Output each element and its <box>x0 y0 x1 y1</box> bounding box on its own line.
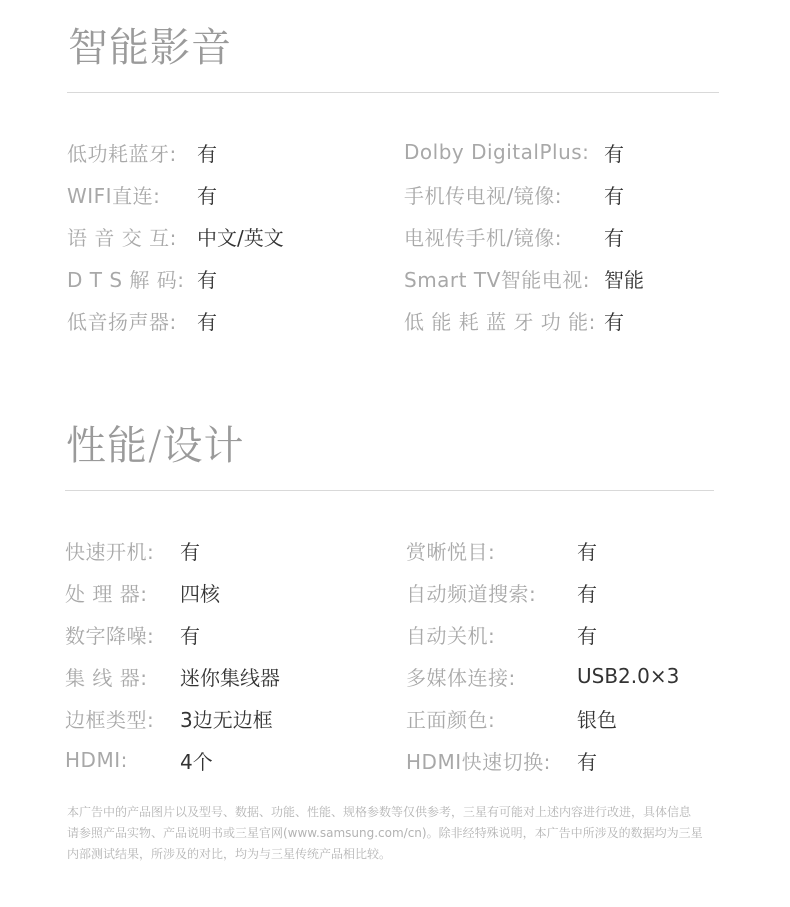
spec-value: 有 <box>180 623 200 648</box>
spec-value: 有 <box>197 183 217 208</box>
spec-row <box>406 619 597 649</box>
spec-value: 有 <box>197 309 217 334</box>
spec-label: 语 音 交 互: <box>67 225 177 250</box>
spec-label: 处 理 器: <box>65 581 148 606</box>
section-title-smart-av: 智能影音 <box>68 25 232 71</box>
spec-value: 有 <box>180 539 200 564</box>
section-title-performance-design: 性能/设计 <box>66 423 245 469</box>
spec-label: 手机传电视/镜像: <box>404 183 562 208</box>
spec-row <box>406 703 617 733</box>
spec-label: 赏晰悦目: <box>406 539 496 564</box>
spec-label: 多媒体连接: <box>406 665 516 690</box>
spec-value: USB2.0×3 <box>577 664 680 688</box>
spec-value: 中文/英文 <box>197 225 284 250</box>
spec-label: 低功耗蓝牙: <box>67 141 177 166</box>
spec-row <box>406 577 597 607</box>
spec-row <box>67 263 217 293</box>
spec-value: 有 <box>604 183 624 208</box>
section-divider <box>65 490 714 491</box>
spec-value: 有 <box>577 623 597 648</box>
spec-value: 有 <box>577 539 597 564</box>
spec-label: 边框类型: <box>65 707 155 732</box>
spec-row <box>67 305 217 335</box>
spec-row <box>67 179 217 209</box>
spec-value: 4个 <box>180 749 213 774</box>
spec-row <box>404 221 624 251</box>
spec-label: Dolby DigitalPlus: <box>404 140 590 164</box>
spec-row <box>404 263 644 293</box>
spec-label: 低 能 耗 蓝 牙 功 能: <box>404 309 596 334</box>
section-divider <box>67 92 719 93</box>
spec-value: 有 <box>604 141 624 166</box>
spec-row <box>404 305 624 335</box>
spec-row <box>404 179 624 209</box>
spec-label: 数字降噪: <box>65 623 155 648</box>
spec-value: 有 <box>197 141 217 166</box>
disclaimer-line: 请参照产品实物、产品说明书或三星官网(www.samsung.com/cn)。除非经特殊说明，本广告中所涉及的数据均为三星 <box>67 826 703 840</box>
spec-value: 3边无边框 <box>180 707 273 732</box>
spec-label: 集 线 器: <box>65 665 148 690</box>
spec-label: WIFI直连: <box>67 183 161 208</box>
disclaimer-line: 内部测试结果，所涉及的对比，均为与三星传统产品相比较。 <box>67 847 392 861</box>
spec-row <box>65 661 280 691</box>
spec-label: 快速开机: <box>65 539 155 564</box>
spec-value: 有 <box>604 309 624 334</box>
spec-value: 有 <box>197 267 217 292</box>
disclaimer-line: 本广告中的产品图片以及型号、数据、功能、性能、规格参数等仅供参考，三星有可能对上述内容进行改进，具体信息 <box>67 805 692 819</box>
spec-value: 有 <box>577 749 597 774</box>
spec-value: 有 <box>577 581 597 606</box>
disclaimer-footnote <box>67 802 727 865</box>
spec-value: 银色 <box>577 707 617 732</box>
spec-row <box>65 703 273 733</box>
spec-label: HDMI快速切换: <box>406 749 551 774</box>
spec-row <box>65 535 200 565</box>
spec-row <box>404 137 624 167</box>
spec-value: 迷你集线器 <box>180 665 280 690</box>
spec-row <box>65 619 200 649</box>
spec-label: 自动频道搜索: <box>406 581 537 606</box>
spec-label: HDMI: <box>65 748 128 772</box>
spec-value: 有 <box>604 225 624 250</box>
spec-row <box>65 577 220 607</box>
spec-value: 智能 <box>604 267 644 292</box>
spec-label: 自动关机: <box>406 623 496 648</box>
spec-label: 正面颜色: <box>406 707 496 732</box>
spec-row <box>406 745 597 775</box>
spec-value: 四核 <box>180 581 220 606</box>
spec-row <box>67 221 284 251</box>
spec-label: 低音扬声器: <box>67 309 177 334</box>
spec-label: D T S 解 码: <box>67 267 185 292</box>
spec-label: 电视传手机/镜像: <box>404 225 562 250</box>
spec-row <box>67 137 217 167</box>
spec-label: Smart TV智能电视: <box>404 267 590 292</box>
spec-row <box>65 745 213 775</box>
spec-row <box>406 661 680 691</box>
spec-row <box>406 535 597 565</box>
